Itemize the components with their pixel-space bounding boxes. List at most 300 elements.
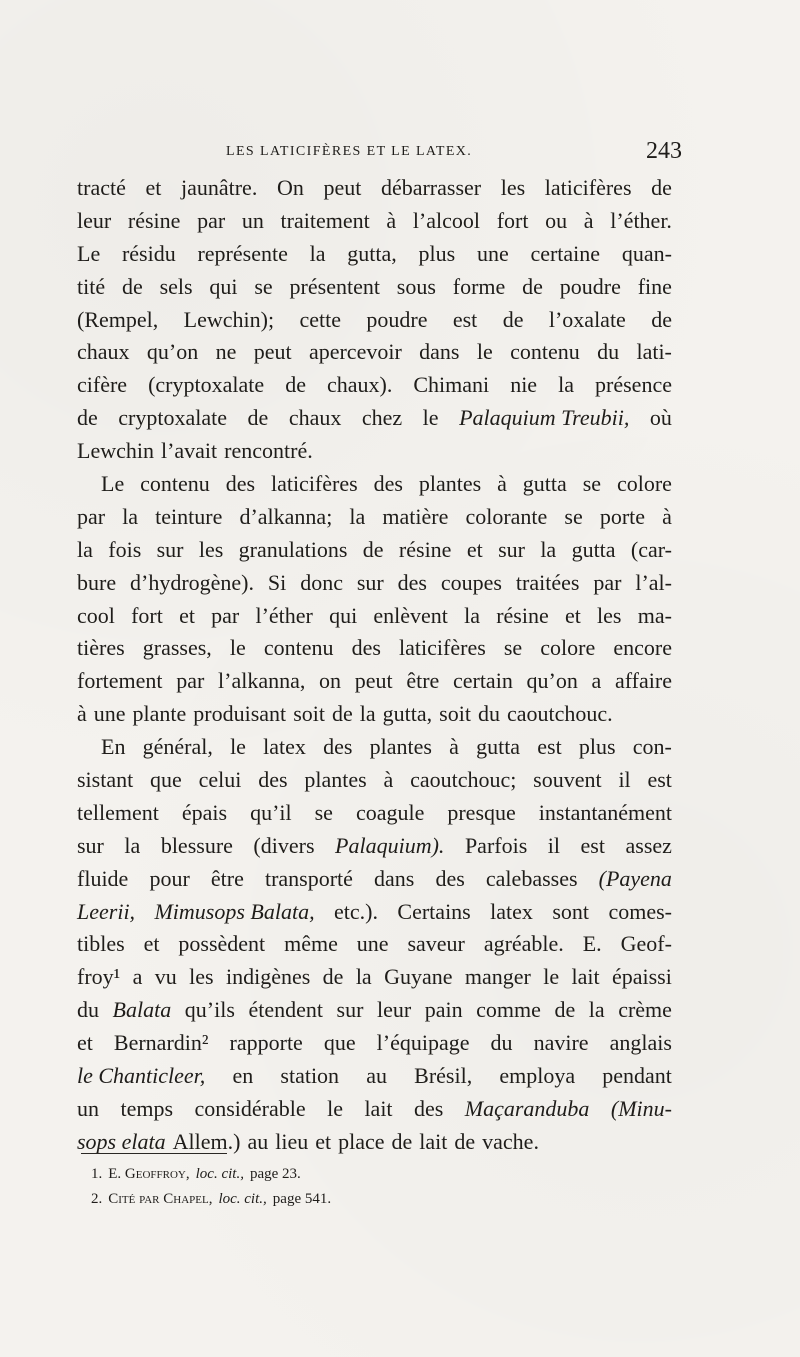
word: fois	[108, 536, 142, 562]
footnote-rule	[81, 1153, 227, 1154]
word: colore	[540, 635, 596, 661]
word: cryptoxalate	[118, 405, 228, 431]
word: Allem.)	[172, 1128, 241, 1154]
word: bure	[77, 569, 117, 595]
word: la	[558, 372, 574, 398]
word: Certains	[397, 898, 471, 924]
word: être	[210, 865, 244, 891]
word: pour	[149, 865, 190, 891]
word: la	[540, 536, 557, 562]
text-line	[77, 961, 672, 994]
word: que	[150, 767, 182, 793]
word: peut	[354, 668, 393, 694]
word: à	[583, 207, 594, 233]
word: sops elata	[77, 1128, 166, 1154]
word: fluide	[77, 865, 129, 891]
word: résine	[127, 207, 181, 233]
word: de	[121, 273, 143, 299]
word: des	[435, 865, 465, 891]
word: se	[314, 799, 333, 825]
word: se	[582, 471, 602, 497]
word: certaine	[530, 240, 601, 266]
word: granulations	[238, 536, 348, 562]
word: est	[537, 734, 562, 760]
running-title: LES LATICIFÈRES ET LE LATEX.	[226, 144, 473, 159]
text-line	[77, 369, 672, 402]
word: colorante	[465, 503, 548, 529]
word: de	[454, 1128, 476, 1154]
word: la	[464, 602, 481, 628]
text-line	[77, 1093, 672, 1126]
word: employa	[499, 1063, 576, 1089]
word: indigènes	[225, 964, 311, 990]
word: etc.).	[334, 898, 378, 924]
word: contenu	[140, 471, 210, 497]
word: rapporte	[229, 1030, 303, 1056]
word: plantes	[304, 767, 367, 793]
word: pendant	[602, 1063, 672, 1089]
word: et	[77, 1030, 93, 1056]
word: plus	[418, 240, 456, 266]
word: matière	[382, 503, 449, 529]
word: et	[466, 536, 483, 562]
word: du	[597, 339, 620, 365]
word: la	[359, 701, 376, 727]
word: soit	[293, 701, 325, 727]
word: plante	[132, 701, 187, 727]
word: les	[500, 175, 526, 200]
word: l’al-	[635, 569, 672, 595]
footnote-ref: loc. cit.,	[195, 1166, 244, 1182]
word: débarrasser	[380, 175, 482, 200]
word: Maçaranduba	[464, 1095, 590, 1121]
word: enlèvent	[373, 602, 448, 628]
word: sur	[77, 832, 104, 858]
word: par	[197, 207, 226, 233]
text-line	[77, 896, 672, 929]
word: laticifères	[399, 635, 486, 661]
word: tières	[77, 635, 125, 661]
word: latex	[490, 898, 533, 924]
word: épaissi	[611, 964, 672, 990]
word: à	[77, 701, 87, 727]
word: de	[322, 964, 344, 990]
word: du	[77, 997, 99, 1023]
word: épais	[181, 799, 228, 825]
word: lati-	[636, 339, 672, 365]
word: blessure	[160, 832, 233, 858]
word: certain	[452, 668, 513, 694]
page-number: 243	[646, 138, 682, 164]
word: à	[449, 734, 459, 760]
word: apercevoir	[308, 339, 402, 365]
word: Lewchin);	[183, 306, 275, 332]
text-line	[77, 336, 672, 369]
word: Parfois	[464, 832, 528, 858]
text-line	[77, 172, 672, 205]
word: Si	[267, 569, 287, 595]
word: dans	[374, 865, 415, 891]
word: donc	[300, 569, 343, 595]
word: plus	[578, 734, 616, 760]
word: souvent	[533, 767, 602, 793]
word: place	[338, 1128, 385, 1154]
word: le Chanticleer,	[77, 1063, 206, 1089]
word: ne	[215, 339, 237, 365]
word: soit	[439, 701, 471, 727]
footnote-author: Cité par Chapel,	[108, 1191, 213, 1207]
word: lait	[571, 964, 600, 990]
word: considérable	[194, 1095, 306, 1121]
word: et	[179, 602, 195, 628]
word: temps	[120, 1095, 174, 1121]
word: Geof-	[620, 931, 672, 957]
word: a	[591, 668, 602, 694]
word: même	[284, 931, 338, 957]
word: (Payena	[598, 865, 672, 891]
word: sous	[396, 273, 436, 299]
word: saveur	[407, 931, 465, 957]
word: comes-	[608, 898, 672, 924]
word: contenu	[263, 635, 334, 661]
word: les	[597, 602, 622, 628]
word: (cryptoxalate	[148, 372, 265, 398]
word: jaunâtre.	[180, 175, 258, 200]
word: et	[315, 1128, 332, 1154]
word: on	[319, 668, 342, 694]
footnote-ref: loc. cit.,	[218, 1191, 267, 1207]
word: qu’on	[526, 668, 578, 694]
text-line	[77, 600, 672, 633]
text-line	[77, 764, 672, 797]
word: et	[143, 931, 160, 957]
word: sistant	[77, 767, 134, 793]
word: instantanément	[538, 799, 672, 825]
word: coupes	[440, 569, 502, 595]
word: des	[373, 471, 403, 497]
text-line	[77, 435, 672, 468]
word: crème	[618, 997, 672, 1023]
text-line	[77, 698, 672, 731]
word: fort	[496, 207, 529, 233]
word: comme	[476, 997, 541, 1023]
word: gutta	[476, 734, 521, 760]
word: se	[564, 503, 583, 529]
footnotes	[91, 1162, 451, 1212]
text-line	[77, 928, 672, 961]
word: est	[580, 832, 605, 858]
word: quan-	[621, 240, 672, 266]
word: le	[327, 1095, 343, 1121]
text-line	[77, 632, 672, 665]
word: anglais	[609, 1030, 672, 1056]
word: laticifères	[270, 471, 358, 497]
word: plantes	[418, 471, 482, 497]
footnote-1	[91, 1162, 451, 1187]
word: résidu	[121, 240, 176, 266]
word: poudre	[366, 306, 428, 332]
word: la	[77, 536, 93, 562]
word: tellement	[77, 799, 159, 825]
word: forme	[452, 273, 506, 299]
word: il	[547, 832, 561, 858]
word: affaire	[614, 668, 672, 694]
word: fort	[131, 602, 163, 628]
word: sont	[552, 898, 590, 924]
footnote-2	[91, 1187, 451, 1212]
word: et	[564, 602, 581, 628]
text-line	[77, 271, 672, 304]
text-line	[77, 402, 672, 435]
word: qui	[209, 273, 238, 299]
word: qu’on	[146, 339, 199, 365]
text-line	[77, 304, 672, 337]
word: présence	[595, 372, 672, 398]
word: nie	[510, 372, 538, 398]
word: d’hydrogène).	[130, 569, 255, 595]
text-line	[77, 238, 672, 271]
word: par	[77, 503, 106, 529]
body-text	[77, 172, 672, 1154]
word: de	[331, 701, 353, 727]
word: pain	[424, 997, 463, 1023]
text-line	[77, 665, 672, 698]
word: à	[497, 471, 507, 497]
text-line	[77, 830, 672, 863]
word: sur	[336, 997, 364, 1023]
word: qu’il	[250, 799, 292, 825]
word: un	[77, 1095, 99, 1121]
word: ou	[545, 207, 568, 233]
word: (car-	[630, 536, 672, 562]
word: une	[93, 701, 126, 727]
word: une	[476, 240, 509, 266]
text-line	[77, 1027, 672, 1060]
word: des	[397, 569, 427, 595]
word: la	[124, 832, 141, 858]
word: en	[232, 1063, 254, 1089]
footnote-number: 1.	[91, 1166, 103, 1182]
word: manger	[464, 964, 531, 990]
word: des	[414, 1095, 444, 1121]
word: dans	[419, 339, 460, 365]
word: gutta	[571, 536, 616, 562]
text-line	[77, 1060, 672, 1093]
text-line	[77, 501, 672, 534]
text-line	[77, 468, 672, 501]
word: résine	[496, 602, 549, 628]
word: les	[198, 536, 224, 562]
word: peut	[253, 339, 292, 365]
word: des	[351, 635, 381, 661]
word: leur	[376, 997, 412, 1023]
word: une	[356, 931, 389, 957]
word: à	[662, 503, 672, 529]
word: navire	[533, 1030, 589, 1056]
word: Le	[101, 471, 125, 497]
word: qui	[329, 602, 358, 628]
word: l’équipage	[376, 1030, 470, 1056]
word: lieu	[275, 1128, 309, 1154]
word: teinture	[155, 503, 223, 529]
word: Bernardin²	[113, 1030, 209, 1056]
word: cette	[299, 306, 341, 332]
word: latex	[263, 734, 306, 760]
word: sels	[159, 273, 193, 299]
word: presque	[447, 799, 516, 825]
word: est	[647, 767, 672, 793]
word: de	[502, 306, 524, 332]
word: agréable.	[483, 931, 564, 957]
word: au	[247, 1128, 269, 1154]
word: calebasses	[485, 865, 578, 891]
text-line	[77, 863, 672, 896]
word: Brésil,	[414, 1063, 473, 1089]
word: produisant	[193, 701, 287, 727]
word: Lewchin	[77, 438, 154, 464]
word: tracté	[77, 175, 126, 200]
word: (divers	[253, 832, 315, 858]
word: le	[422, 405, 439, 431]
word: fortement	[77, 668, 163, 694]
word: tité	[77, 273, 106, 299]
word: de	[391, 1128, 413, 1154]
word: l’alcool	[412, 207, 481, 233]
word: (Minu-	[610, 1095, 672, 1121]
word: contenu	[510, 339, 580, 365]
word: En	[101, 734, 126, 760]
word: par	[593, 569, 622, 595]
word: résine	[398, 536, 452, 562]
word: sur	[498, 536, 525, 562]
word: où	[649, 405, 672, 431]
word: de	[247, 405, 269, 431]
word: Balata	[112, 997, 172, 1023]
word: chaux	[288, 405, 342, 431]
word: qu’ils	[184, 997, 235, 1023]
word: les	[189, 964, 214, 990]
word: caoutchouc.	[506, 701, 613, 727]
word: par	[176, 668, 205, 694]
word: grasses,	[142, 635, 212, 661]
word: Palaquium Treubii,	[459, 405, 630, 431]
word: con-	[632, 734, 672, 760]
word: étendent	[248, 997, 323, 1023]
word: sur	[356, 569, 384, 595]
word: des	[258, 767, 288, 793]
word: Mimusops Balata,	[154, 898, 315, 924]
word: gutta,	[347, 240, 397, 266]
word: se	[503, 635, 523, 661]
word: gutta	[522, 471, 567, 497]
word: l’avait	[160, 438, 218, 464]
word: la	[355, 964, 372, 990]
word: l’éther	[255, 602, 313, 628]
word: au	[366, 1063, 387, 1089]
word: présentent	[289, 273, 380, 299]
text-line	[77, 994, 672, 1027]
word: cifère	[77, 372, 128, 398]
word: sur	[156, 536, 184, 562]
page-header	[226, 138, 682, 168]
word: a	[132, 964, 143, 990]
word: porte	[599, 503, 646, 529]
word: le	[543, 964, 560, 990]
word: traitées	[515, 569, 580, 595]
word: par	[211, 602, 240, 628]
word: Chimani	[413, 372, 490, 398]
word: On	[276, 175, 304, 200]
word: de	[651, 175, 672, 200]
word: coagule	[355, 799, 425, 825]
text-line	[77, 567, 672, 600]
word: à	[386, 207, 397, 233]
word: traitement	[280, 207, 370, 233]
word: (Rempel,	[77, 306, 159, 332]
word: la	[122, 503, 139, 529]
word: possèdent	[178, 931, 266, 957]
word: général,	[142, 734, 213, 760]
word: la	[309, 240, 326, 266]
word: l’oxalate	[548, 306, 626, 332]
word: d’alkanna;	[239, 503, 333, 529]
word: vu	[154, 964, 177, 990]
word: Guyane	[384, 964, 453, 990]
word: cool	[77, 602, 115, 628]
word: être	[406, 668, 440, 694]
word: station	[280, 1063, 340, 1089]
word: gutta,	[382, 701, 433, 727]
word: peut	[323, 175, 362, 200]
word: encore	[613, 635, 672, 661]
text-line	[77, 205, 672, 238]
word: l’éther.	[610, 207, 672, 233]
word: E.	[582, 931, 602, 957]
word: lait	[364, 1095, 393, 1121]
word: caoutchouc;	[410, 767, 517, 793]
word: de	[522, 273, 543, 299]
word: du	[477, 701, 500, 727]
word: il	[618, 767, 631, 793]
word: vache.	[482, 1128, 539, 1154]
word: ma-	[637, 602, 672, 628]
word: de	[651, 306, 672, 332]
word: chaux	[77, 339, 130, 365]
word: lait	[419, 1128, 448, 1154]
word: et	[145, 175, 162, 200]
word: Le	[77, 240, 101, 266]
word: des	[323, 734, 353, 760]
word: des	[225, 471, 256, 497]
word: poudre	[559, 273, 621, 299]
word: est	[452, 306, 478, 332]
word: le	[229, 635, 246, 661]
word: Leerii,	[77, 898, 136, 924]
word: à	[383, 767, 394, 793]
word: l’alkanna,	[218, 668, 306, 694]
word: représente	[197, 240, 288, 266]
word: un	[241, 207, 264, 233]
word: le	[476, 339, 493, 365]
word: se	[254, 273, 273, 299]
word: la	[588, 997, 605, 1023]
word: chez	[361, 405, 403, 431]
word: celui	[198, 767, 242, 793]
word: de	[362, 536, 384, 562]
word: Palaquium).	[335, 832, 445, 858]
word: plantes	[369, 734, 432, 760]
word: la	[349, 503, 366, 529]
